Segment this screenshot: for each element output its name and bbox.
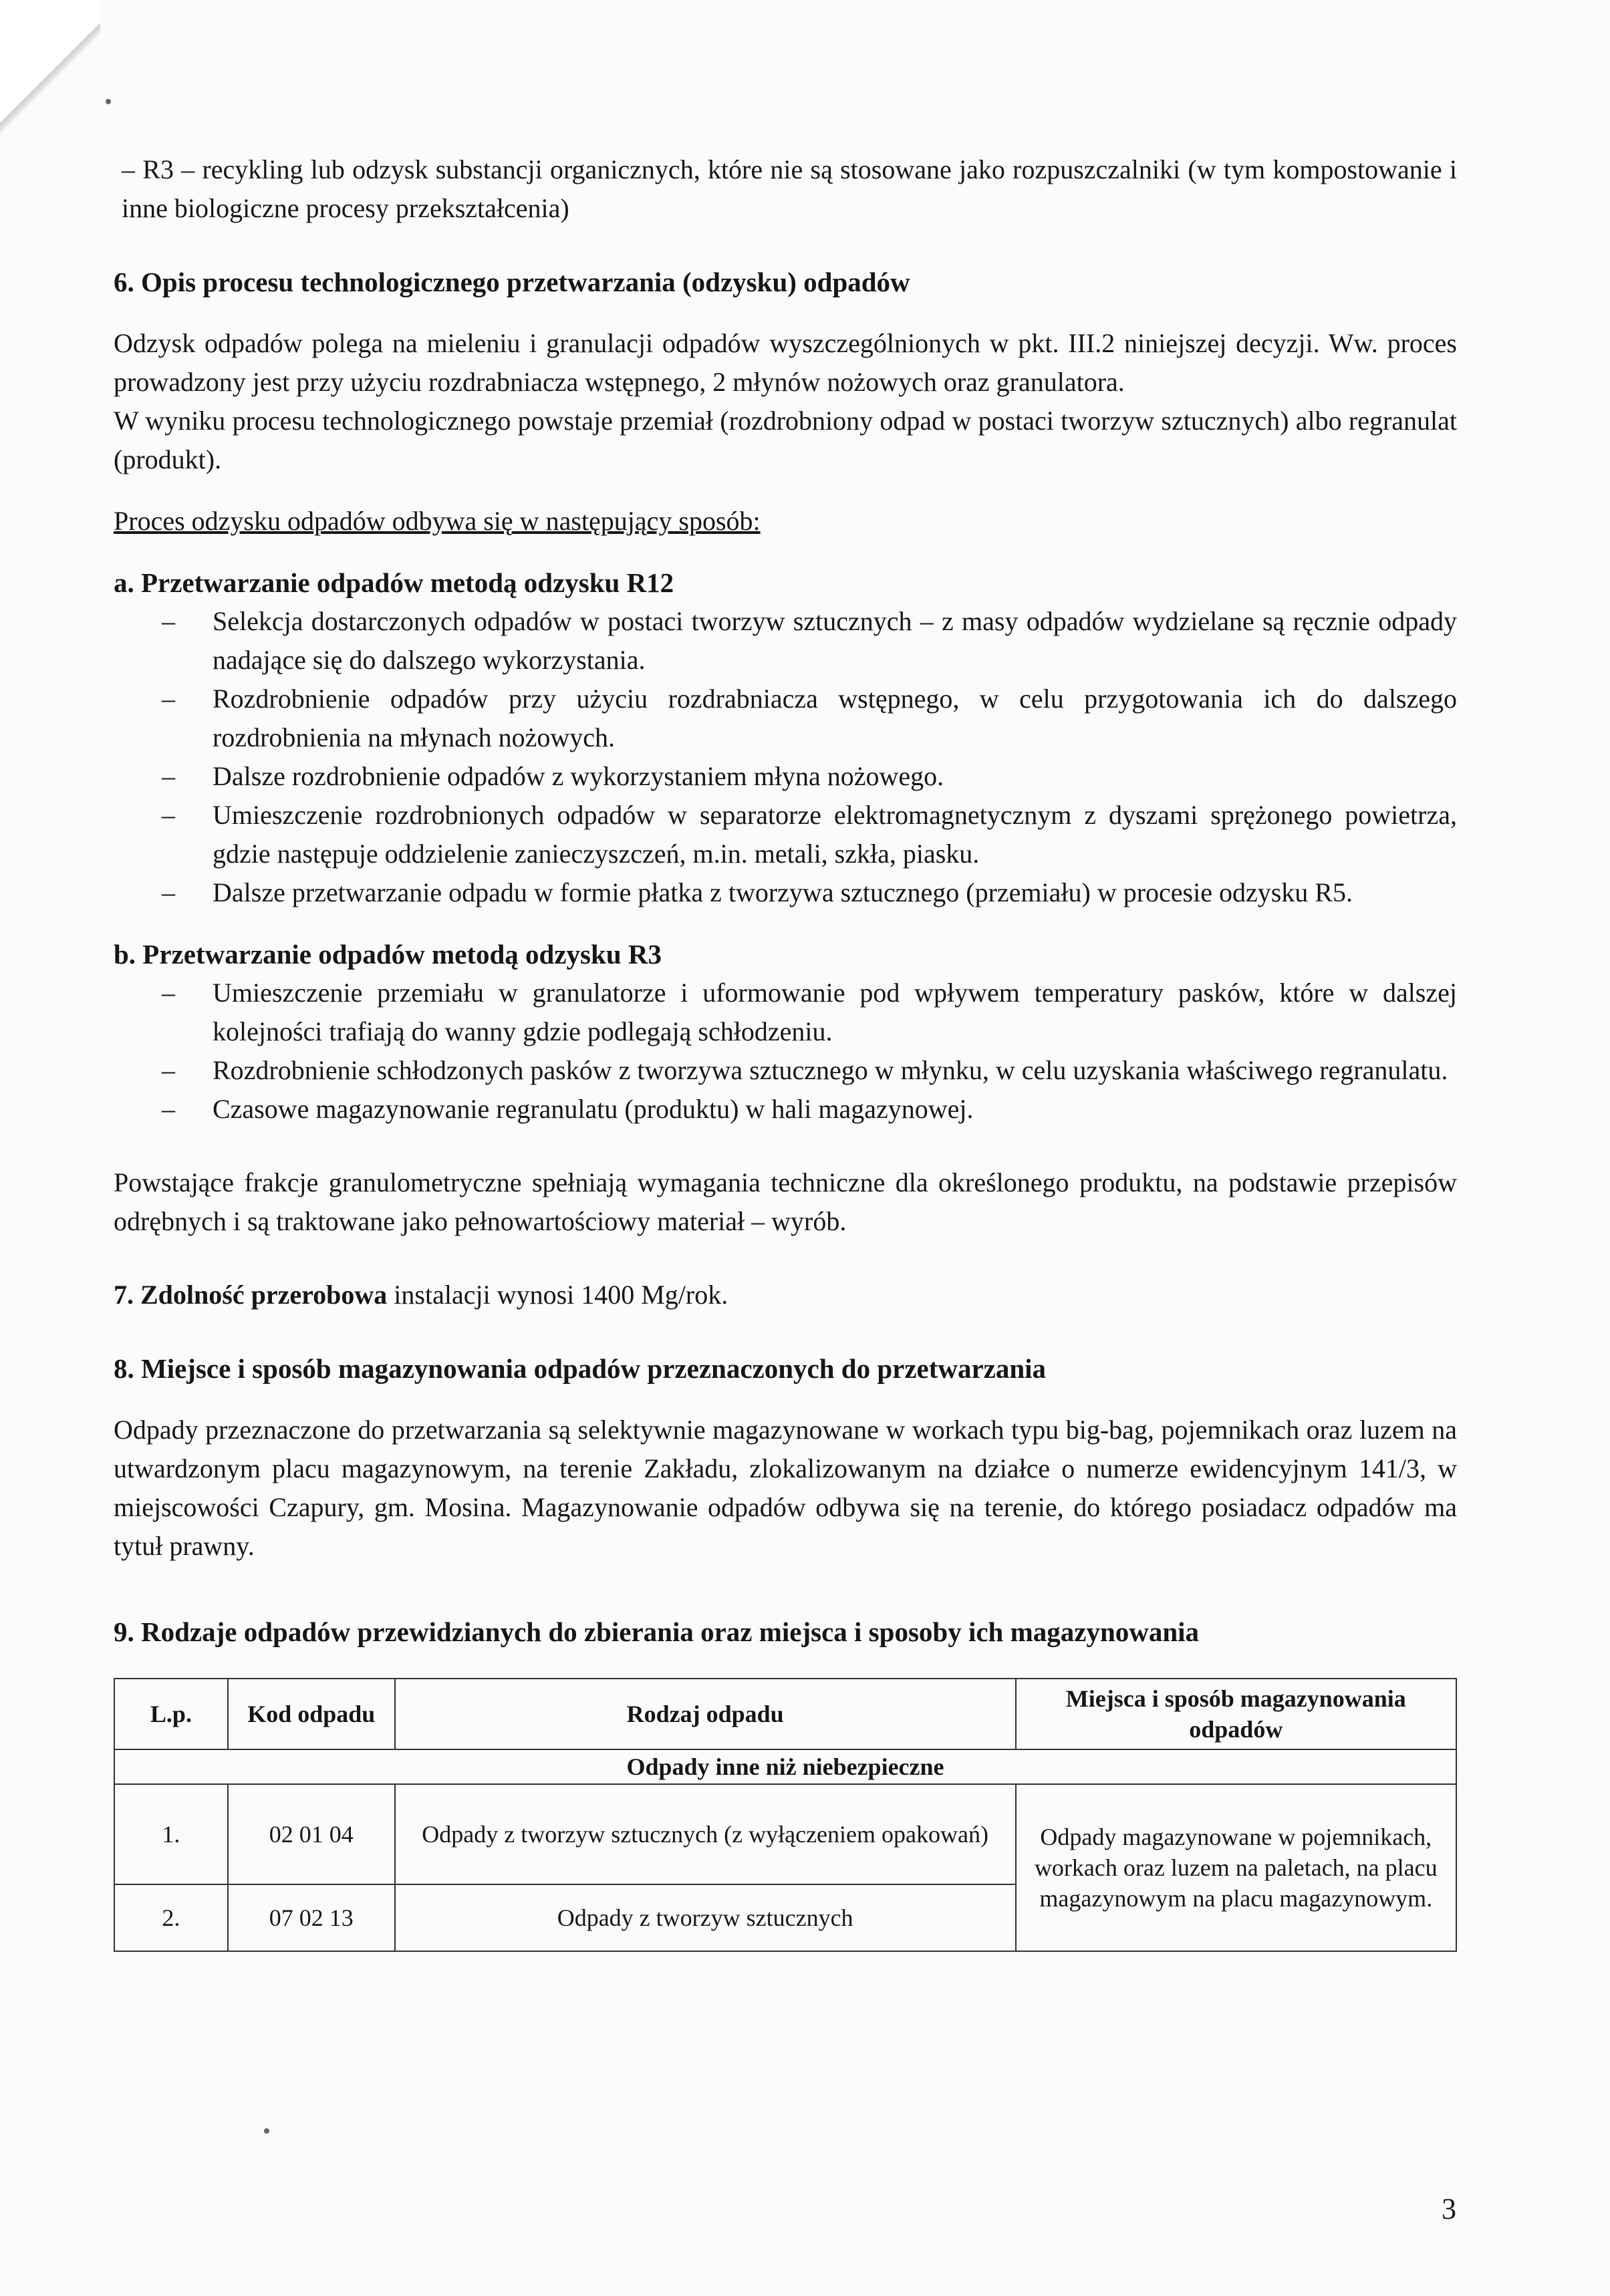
header-lp: L.p.: [114, 1679, 228, 1749]
subsection-a-heading: a. Przetwarzanie odpadów metodą odzysku R12: [114, 567, 674, 598]
cell-lp: 1.: [114, 1784, 228, 1884]
section-6-paragraph-2: W wyniku procesu technologicznego powstaje przemiał (rozdrobniony odpad w postaci tworzyw sztucznych) albo regranulat (produkt).: [114, 406, 1457, 474]
group-label: Odpady inne niż niebezpieczne: [114, 1749, 1456, 1784]
list-item: – Rozdrobnienie schłodzonych pasków z tworzywa sztucznego w młynku, w celu uzyskania właściwego regranulatu.: [162, 1055, 1448, 1085]
section-title: Miejsce i sposób magazynowania odpadów przeznaczonych do przetwarzania: [141, 1353, 1047, 1384]
waste-table: [114, 1678, 1457, 1952]
list-item: – Dalsze przetwarzanie odpadu w formie płatka z tworzywa sztucznego (przemiału) w procesie odzysku R5.: [162, 877, 1353, 907]
cell-type: Odpady z tworzyw sztucznych (z wyłączeniem opakowań): [395, 1784, 1016, 1884]
list-item: – Umieszczenie przemiału w granulatorze i uformowanie pod wpływem temperatury pasków, które w dalszej kolejności trafiają do wanny gdzie podlegają schłodzeniu.: [162, 978, 1457, 1046]
subsection-b-list: [114, 974, 1457, 1129]
intro-text: R3 – recykling lub odzysk substancji organicznych, które nie są stosowane jako rozpuszczalniki (w tym kompostowanie i inne biologiczne procesy przekształcenia): [122, 154, 1457, 223]
subsection-b-heading: b. Przetwarzanie odpadów metodą odzysku R3: [114, 939, 662, 970]
list-item: – Rozdrobnienie odpadów przy użyciu rozdrabniacza wstępnego, w celu przygotowania ich do dalszego rozdrobnienia na młynach nożowych.: [162, 684, 1457, 752]
table-row: [114, 1784, 1456, 1884]
cell-lp: 2.: [114, 1884, 228, 1951]
scan-speck: [264, 2128, 269, 2134]
section-number: 6.: [114, 267, 134, 297]
subsection-a-list: [114, 602, 1457, 912]
header-type: Rodzaj odpadu: [395, 1679, 1016, 1749]
section-8-heading: [114, 1349, 1457, 1388]
document-content: [114, 150, 1457, 1952]
section-6-heading: [114, 263, 1457, 301]
process-subtitle: Proces odzysku odpadów odbywa się w następujący sposób:: [114, 506, 761, 536]
intro-paragraph: – R3 – recykling lub odzysk substancji organicznych, które nie są stosowane jako rozpuszczalniki (w tym kompostowanie i inne biologiczne procesy przekształcenia): [122, 154, 1457, 223]
list-item: – Dalsze rozdrobnienie odpadów z wykorzystaniem młyna nożowego.: [162, 761, 944, 791]
page-number: 3: [1442, 2192, 1456, 2225]
section-number: 9.: [114, 1616, 134, 1647]
header-code: Kod odpadu: [228, 1679, 395, 1749]
cell-storage: Odpady magazynowane w pojemnikach, workach oraz luzem na paletach, na placu magazynowym na placu magazynowym.: [1016, 1784, 1456, 1951]
section-9-heading: [114, 1612, 1457, 1651]
section-6-paragraph-1: Odzysk odpadów polega na mieleniu i granulacji odpadów wyszczególnionych w pkt. III.2 niniejszej decyzji. Ww. proces prowadzony jest przy użyciu rozdrabniacza wstępnego, 2 młynów nożowych oraz granulatora.: [114, 328, 1457, 397]
section-number: 7.: [114, 1280, 134, 1310]
section-6-paragraph-3: Powstające frakcje granulometryczne spełniają wymagania techniczne dla określonego produktu, na podstawie przepisów odrębnych i są traktowane jako pełnowartościowy materiał – wyrób.: [114, 1167, 1457, 1236]
cell-type: Odpady z tworzyw sztucznych: [395, 1884, 1016, 1951]
cell-code: 02 01 04: [228, 1784, 395, 1884]
section-7: [114, 1276, 1457, 1314]
section-text: instalacji wynosi 1400 Mg/rok.: [387, 1280, 728, 1310]
cell-code: 07 02 13: [228, 1884, 395, 1951]
section-title: Opis procesu technologicznego przetwarzania (odzysku) odpadów: [141, 267, 910, 297]
list-item: – Umieszczenie rozdrobnionych odpadów w separatorze elektromagnetycznym z dyszami sprężonego powietrza, gdzie następuje oddzielenie zanieczyszczeń, m.in. metali, szkła, piasku.: [162, 800, 1457, 869]
section-title: Rodzaje odpadów przewidzianych do zbierania oraz miejsca i sposoby ich magazynowania: [141, 1616, 1200, 1647]
header-storage: Miejsca i sposób magazynowania odpadów: [1016, 1679, 1456, 1749]
table-header-row: [114, 1679, 1456, 1749]
list-item: – Selekcja dostarczonych odpadów w postaci tworzyw sztucznych – z masy odpadów wydzielane są ręcznie odpady nadające się do dalszego wykorzystania.: [162, 606, 1457, 675]
list-item: – Czasowe magazynowanie regranulatu (produktu) w hali magazynowej.: [162, 1094, 974, 1124]
scan-speck: [106, 99, 111, 104]
section-8-paragraph: Odpady przeznaczone do przetwarzania są selektywnie magazynowane w workach typu big-bag, pojemnikach oraz luzem na utwardzonym placu magazynowym, na terenie Zakładu, zlokalizowanym na działce o numerze ewidencyjnym 141/3, w miejscowości Czapury, gm. Mosina. Magazynowanie odpadów odbywa się na terenie, do którego posiadacz odpadów ma tytuł prawny.: [114, 1415, 1457, 1561]
table-group-row: [114, 1749, 1456, 1784]
section-title: Zdolność przerobowa: [140, 1280, 388, 1310]
folded-corner: [0, 0, 100, 154]
section-number: 8.: [114, 1353, 134, 1384]
